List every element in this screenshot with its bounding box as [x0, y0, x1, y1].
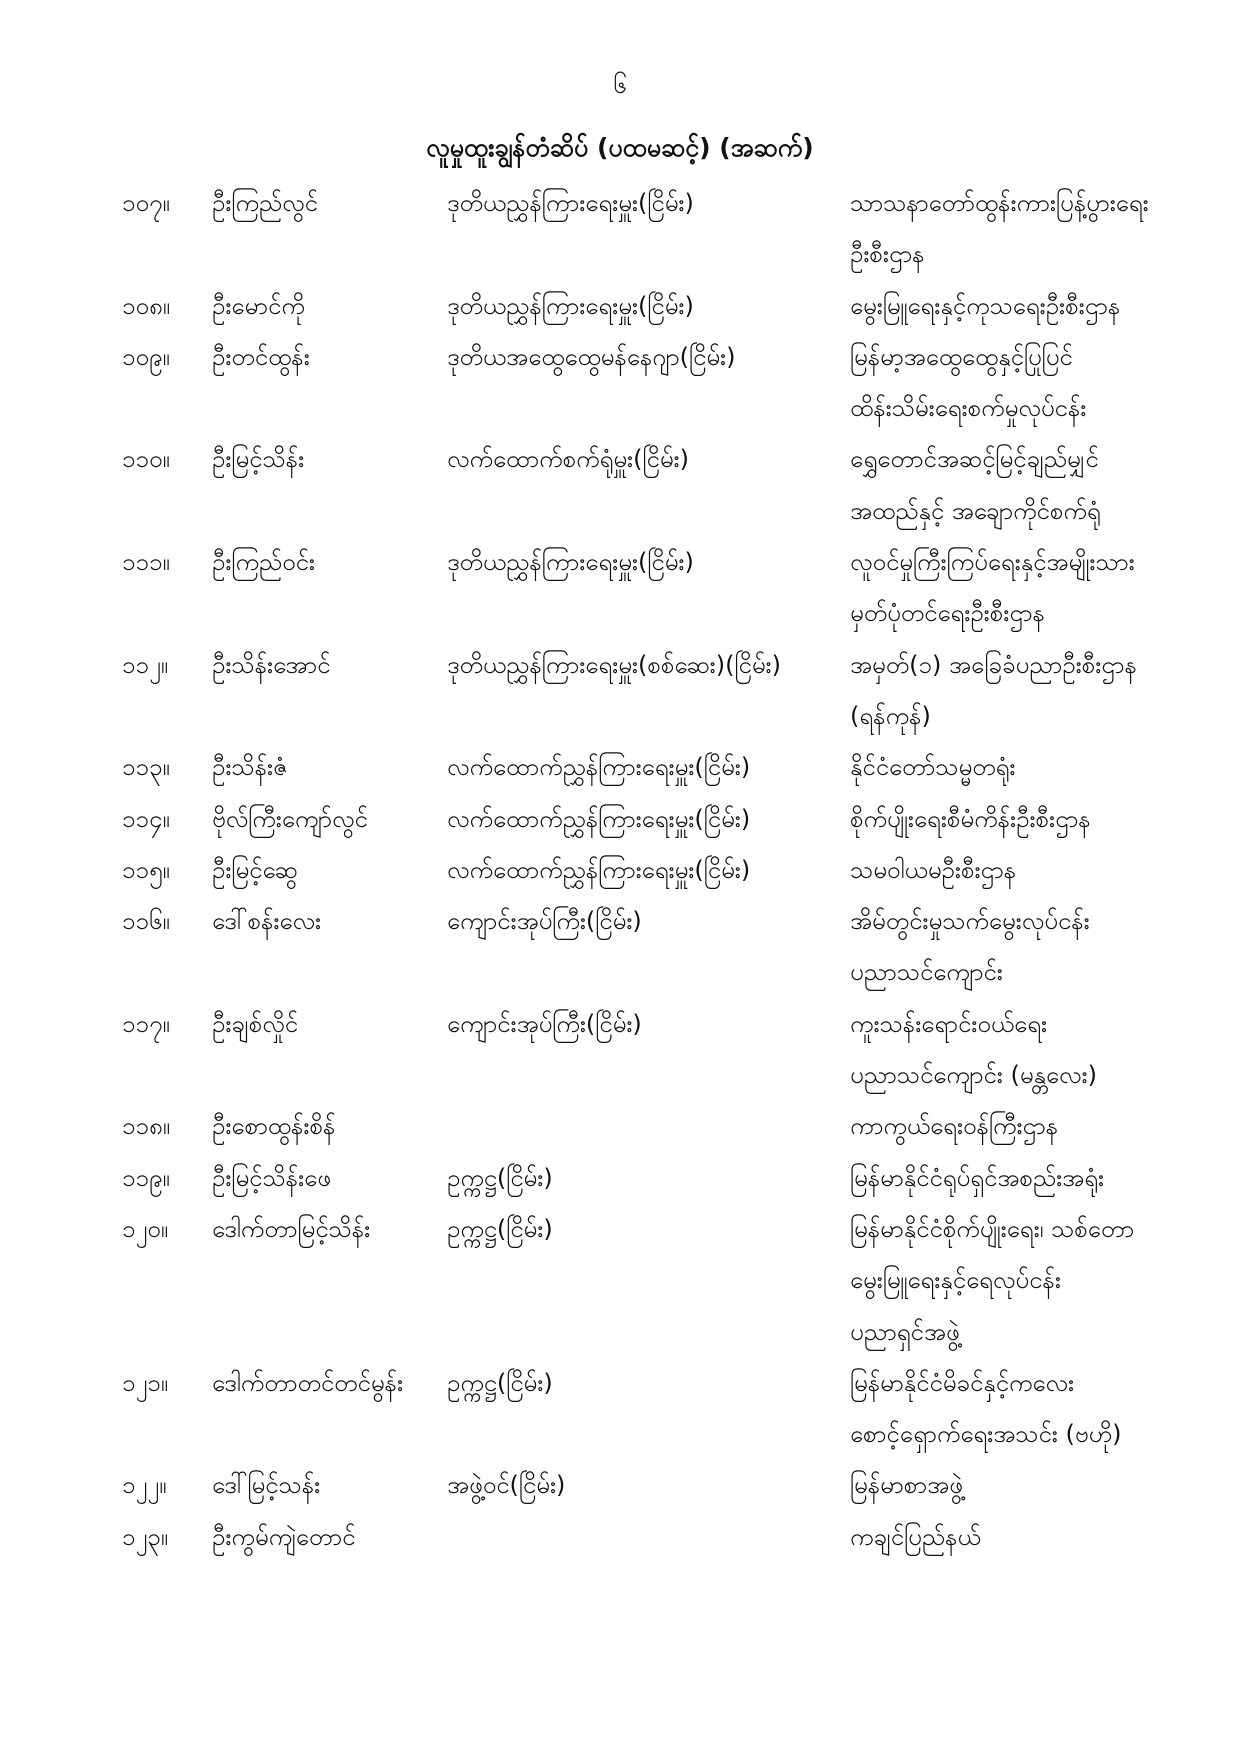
entry-organization-line: သမဝါယမဦးစီးဌာန	[850, 855, 1017, 884]
entry-name: ဗိုလ်ကြီးကျော်လွင်	[212, 804, 368, 833]
entry-organization-line: (ရန်ကုန်)	[850, 701, 931, 730]
entry-organization-line: လူဝင်မှုကြီးကြပ်ရေးနှင့်အမျိုးသား	[850, 548, 1135, 577]
entry-name: ဦးမြင့်သိန်း	[212, 445, 305, 474]
entry-number: ၁၁၃။	[122, 753, 170, 782]
entry-name: ဦးစောထွန်းစိန်	[212, 1112, 336, 1141]
entry-number: ၁၂၀။	[122, 1214, 169, 1243]
entry-number: ၁၂၂။	[122, 1471, 167, 1500]
award-recipient-list	[0, 178, 1240, 1563]
entry-rank: လက်ထောက်ညွှန်ကြားရေးမှူး(ငြိမ်း)	[447, 804, 751, 833]
entry-name: ဒေါက်တာမြင့်သိန်း	[212, 1214, 371, 1243]
entry-name: ဦးကြည်ဝင်း	[212, 548, 316, 577]
entry-organization-line: ဦးစီးဌာန	[850, 240, 925, 269]
entry-name: ဦးမောင်ကို	[212, 291, 305, 320]
entry-number: ၁၁၇။	[122, 1009, 170, 1038]
entry-organization-line: အမှတ်(၁) အခြေခံပညာဦးစီးဌာန	[850, 650, 1137, 679]
entry-organization	[850, 896, 1230, 999]
entry-rank: ဒုတိယညွှန်ကြားရေးမှူး(စစ်ဆေး)(ငြိမ်း)	[447, 650, 781, 679]
list-item	[0, 999, 1240, 1102]
entry-rank: ဒုတိယအထွေထွေမန်နေဂျာ(ငြိမ်း)	[447, 342, 736, 371]
entry-number: ၁၂၁။	[122, 1368, 169, 1397]
entry-rank: ဒုတိယညွှန်ကြားရေးမှူး(ငြိမ်း)	[447, 189, 694, 217]
list-item	[0, 640, 1240, 743]
entry-organization-line: မွေးမြူရေးနှင့်ကုသရေးဦးစီးဌာန	[850, 291, 1121, 320]
entry-organization	[850, 640, 1230, 743]
entry-organization	[850, 332, 1230, 435]
entry-name: ဦးသိန်းအောင်	[212, 650, 331, 679]
entry-organization-line: စောင့်ရှောက်ရေးအသင်း (ဗဟို)	[850, 1420, 1122, 1449]
entry-organization	[850, 434, 1230, 537]
entry-rank: လက်ထောက်ညွှန်ကြားရေးမှူး(ငြိမ်း)	[447, 855, 751, 884]
entry-organization	[850, 1101, 1230, 1152]
entry-organization-line: မြန်မာနိုင်ငံစိုက်ပျိုးရေး၊ သစ်တော	[850, 1214, 1135, 1243]
entry-organization-line: ကချင်ပြည်နယ်	[850, 1522, 981, 1551]
list-item	[0, 537, 1240, 640]
list-item	[0, 896, 1240, 999]
entry-number: ၁၁၂။	[122, 650, 169, 679]
entry-name: ဦးသိန်းဇံ	[212, 753, 288, 782]
entry-organization	[850, 999, 1230, 1102]
entry-organization	[850, 845, 1230, 896]
entry-organization-line: ရွှေတောင်အဆင့်မြင့်ချည်မျှင်	[850, 445, 1099, 474]
entry-name: ဦးချစ်လှိုင်	[212, 1009, 299, 1038]
list-item	[0, 332, 1240, 435]
entry-number: ၁၀၉။	[122, 342, 170, 371]
page-number: ၆	[613, 71, 627, 99]
entry-organization-line: မြန်မာစာအဖွဲ့	[850, 1471, 963, 1500]
entry-organization	[850, 742, 1230, 793]
entry-organization-line: ကာကွယ်ရေးဝန်ကြီးဌာန	[850, 1112, 1059, 1141]
entry-rank: အဖွဲ့ဝင်(ငြိမ်း)	[447, 1471, 566, 1500]
entry-number: ၁၀၈။	[122, 291, 170, 320]
entry-number: ၁၁၉။	[122, 1163, 170, 1192]
entry-organization-line: မြန်မာနိုင်ငံမိခင်နှင့်ကလေး	[850, 1368, 1075, 1397]
list-item	[0, 1460, 1240, 1511]
entry-organization-line: ပညာသင်ကျောင်း (မန္တလေး)	[850, 1061, 1097, 1090]
entry-organization	[850, 537, 1230, 640]
entry-number: ၁၁၆။	[122, 907, 170, 936]
list-item	[0, 281, 1240, 332]
entry-name: ဦးကွမ်ကျဲတောင်	[212, 1522, 356, 1551]
list-item	[0, 845, 1240, 896]
entry-number: ၁၀၇။	[122, 189, 170, 217]
entry-organization-line: သာသနာတော်ထွန်းကားပြန့်ပွားရေး	[850, 189, 1149, 217]
entry-organization	[850, 1204, 1230, 1358]
entry-organization	[850, 1512, 1230, 1563]
list-item	[0, 1204, 1240, 1358]
entry-name: ဒေါက်တာတင်တင်မွန်း	[212, 1368, 404, 1397]
entry-organization	[850, 1460, 1230, 1511]
entry-name: ဦးမြင့်သိန်းဖေ	[212, 1163, 331, 1192]
entry-organization-line: မှတ်ပုံတင်ရေးဦးစီးဌာန	[850, 599, 1045, 628]
entry-rank: ကျောင်းအုပ်ကြီး(ငြိမ်း)	[447, 1009, 642, 1038]
entry-number: ၁၁၅။	[122, 855, 170, 884]
entry-organization-line: အထည်နှင့် အချောကိုင်စက်ရုံ	[850, 496, 1101, 525]
entry-organization	[850, 1358, 1230, 1461]
entry-name: ဒေါ်မြင့်သန်း	[212, 1471, 321, 1500]
entry-organization-line: စိုက်ပျိုးရေးစီမံကိန်းဦးစီးဌာန	[850, 804, 1091, 833]
entry-rank: လက်ထောက်ညွှန်ကြားရေးမှူး(ငြိမ်း)	[447, 753, 751, 782]
entry-rank: လက်ထောက်စက်ရုံမှူး(ငြိမ်း)	[447, 445, 690, 474]
page-title: လူမှုထူးချွန်တံဆိပ် (ပထမဆင့်) (အဆက်)	[426, 133, 814, 162]
entry-organization	[850, 178, 1230, 281]
entry-organization-line: မြန်မာ့အထွေထွေနှင့်ပြုပြင်	[850, 342, 1073, 371]
entry-rank: ဒုတိယညွှန်ကြားရေးမှူး(ငြိမ်း)	[447, 291, 694, 320]
entry-number: ၁၁၄။	[122, 804, 170, 833]
entry-organization-line: မြန်မာနိုင်ငံရုပ်ရှင်အစည်းအရုံး	[850, 1163, 1105, 1192]
list-item	[0, 178, 1240, 281]
list-item	[0, 1101, 1240, 1152]
entry-organization-line: မွေးမြူရေးနှင့်ရေလုပ်ငန်း	[850, 1266, 1061, 1295]
entry-name: ဒေါ်စန်းလေး	[212, 907, 322, 936]
list-item	[0, 742, 1240, 793]
entry-number: ၁၂၃။	[122, 1522, 169, 1551]
list-item	[0, 1358, 1240, 1461]
entry-number: ၁၁၀။	[122, 445, 170, 474]
list-item	[0, 794, 1240, 845]
entry-organization	[850, 1153, 1230, 1204]
entry-rank: ဥက္ကဋ္ဌ(ငြိမ်း)	[447, 1214, 553, 1243]
entry-organization-line: ထိန်းသိမ်းရေးစက်မှုလုပ်ငန်း	[850, 394, 1087, 423]
entry-organization-line: အိမ်တွင်းမှုသက်မွေးလုပ်ငန်း	[850, 907, 1090, 936]
entry-organization-line: နိုင်ငံတော်သမ္မတရုံး	[850, 753, 1016, 782]
entry-name: ဦးတင်ထွန်း	[212, 342, 310, 371]
entry-name: ဦးကြည်လွင်	[212, 189, 318, 217]
entry-organization-line: ကူးသန်းရောင်းဝယ်ရေး	[850, 1009, 1048, 1038]
list-item	[0, 1512, 1240, 1563]
list-item	[0, 434, 1240, 537]
entry-organization	[850, 281, 1230, 332]
list-item	[0, 1153, 1240, 1204]
entry-number: ၁၁၈။	[122, 1112, 170, 1141]
entry-rank: ဒုတိယညွှန်ကြားရေးမှူး(ငြိမ်း)	[447, 548, 694, 577]
entry-number: ၁၁၁။	[122, 548, 170, 577]
entry-organization	[850, 794, 1230, 845]
entry-organization-line: ပညာရှင်အဖွဲ့	[850, 1317, 960, 1346]
entry-rank: ကျောင်းအုပ်ကြီး(ငြိမ်း)	[447, 907, 642, 936]
entry-organization-line: ပညာသင်ကျောင်း	[850, 958, 1003, 987]
entry-name: ဦးမြင့်ဆွေ	[212, 855, 298, 884]
entry-rank: ဥက္ကဋ္ဌ(ငြိမ်း)	[447, 1368, 553, 1397]
entry-rank: ဥက္ကဋ္ဌ(ငြိမ်း)	[447, 1163, 553, 1192]
